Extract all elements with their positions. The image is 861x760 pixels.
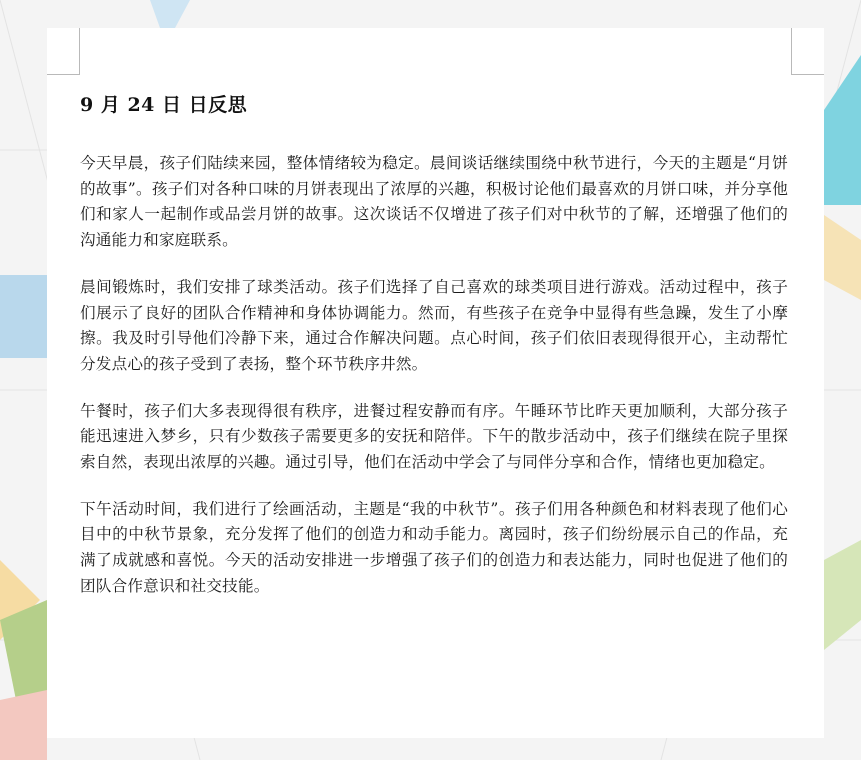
- decor-shape-pink-left: [0, 690, 47, 760]
- document-page: [47, 28, 824, 738]
- decor-shape-cyan-right: [824, 55, 861, 205]
- decor-shape-blue-top: [150, 0, 190, 28]
- paragraph-morning: 今天早晨，孩子们陆续来园，整体情绪较为稳定。晨间谈话继续围绕中秋节进行，今天的主题是“月饼的故事”。孩子们对各种口味的月饼表现出了浓厚的兴趣，积极讨论他们最喜欢的月饼口味，并分享他们和家人一起制作或品尝月饼的故事。这次谈话不仅增进了孩子们对中秋节的了解，还增强了他们的沟通能力和家庭联系。: [80, 154, 788, 250]
- paragraph-lunch-nap: 午餐时，孩子们大多表现得很有秩序，进餐过程安静而有序。午睡环节比昨天更加顺利，大部分孩子能迅速进入梦乡，只有少数孩子需要更多的安抚和陪伴。下午的散步活动中，孩子们继续在院子里探索自然，表现出浓厚的兴趣。通过引导，他们在活动中学会了与同伴分享和合作，情绪也更加稳定。: [80, 401, 788, 472]
- decor-shape-green-right: [824, 540, 861, 650]
- margin-corner-mark-top-left: [47, 28, 80, 75]
- document-body: [80, 151, 788, 621]
- decor-shape-yellow-right: [824, 215, 861, 300]
- paragraph-exercise: 晨间锻炼时，我们安排了球类活动。孩子们选择了自己喜欢的球类项目进行游戏。活动过程中，孩子们展示了良好的团队合作精神和身体协调能力。然而，有些孩子在竞争中显得有些急躁，发生了小摩擦。我及时引导他们冷静下来，通过合作解决问题。点心时间，孩子们依旧表现得很开心，主动帮忙分发点心的孩子受到了表扬，整个环节秩序井然。: [80, 277, 788, 373]
- paragraph-afternoon: 下午活动时间，我们进行了绘画活动，主题是“我的中秋节”。孩子们用各种颜色和材料表现了他们心目中的中秋节景象，充分发挥了他们的创造力和动手能力。离园时，孩子们纷纷展示自己的作品，充满了成就感和喜悦。今天的活动安排进一步增强了孩子们的创造力和表达能力，同时也促进了他们的团队合作意识和社交技能。: [80, 499, 788, 595]
- margin-corner-mark-top-right: [791, 28, 824, 75]
- decor-shape-blue-left: [0, 275, 48, 358]
- document-title: 9 月 24 日 日反思: [80, 94, 248, 116]
